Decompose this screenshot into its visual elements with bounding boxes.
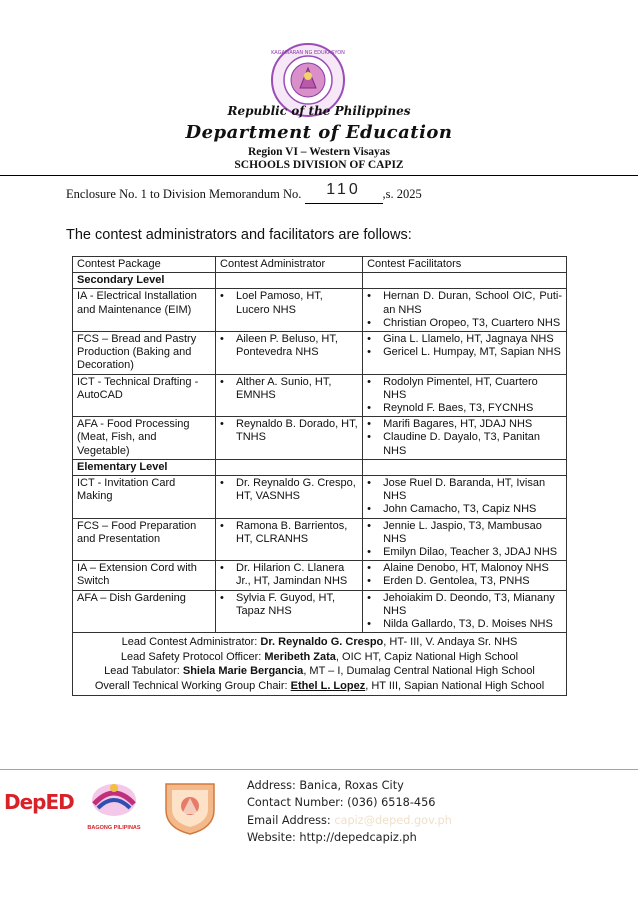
package-cell: AFA - Food Processing (Meat, Fish, and Vegetable) xyxy=(73,417,216,460)
section-row-elementary xyxy=(73,459,567,475)
admin-cell: • Sylvia F. Guyod, HT, Tapaz NHS xyxy=(216,590,363,633)
table-header-row xyxy=(73,257,567,273)
memo-number-blank xyxy=(305,181,383,204)
lead-line: Lead Safety Protocol Officer: Meribeth Zata, OIC HT, Capiz National High School xyxy=(120,650,519,663)
contact-number-line: Contact Number: (036) 6518-456 xyxy=(247,796,436,810)
lead-line: Overall Technical Working Group Chair: Ethel L. Lopez, HT III, Sapian National High School xyxy=(94,679,545,692)
enclosure-line xyxy=(66,181,422,204)
admin-cell: • Alther A. Sunio, HT, EMNHS xyxy=(216,374,363,417)
division-seal xyxy=(160,776,220,836)
table-row xyxy=(73,561,567,590)
leads-cell xyxy=(73,633,567,696)
region-heading: Region VI – Western Visayas xyxy=(247,146,391,158)
table-row xyxy=(73,374,567,417)
table-row xyxy=(73,518,567,561)
col-header-facilitators: Contest Facilitators xyxy=(363,257,567,273)
package-cell: FCS – Bread and Pastry Production (Baking and Decoration) xyxy=(73,332,216,375)
email-line: Email Address: capiz@deped.gov.ph xyxy=(247,813,452,827)
division-heading: SCHOOLS DIVISION OF CAPIZ xyxy=(234,159,404,171)
facilitators-cell: • Rodolyn Pimentel, HT, Cuartero NHS • Reynold F. Baes, T3, FYCNHS xyxy=(363,374,567,417)
enclosure-prefix: Enclosure No. 1 to Division Memorandum No. xyxy=(66,187,302,201)
facilitators-cell: • Jennie L. Jaspio, T3, Mambusao NHS • Emilyn Dilao, Teacher 3, JDAJ NHS xyxy=(363,518,567,561)
facilitators-cell: • Jose Ruel D. Baranda, HT, Ivisan NHS • John Camacho, T3, Capiz NHS xyxy=(363,476,567,519)
admin-cell: • Ramona B. Barrientos, HT, CLRANHS xyxy=(216,518,363,561)
section-label: Secondary Level xyxy=(73,273,216,289)
facilitators-cell: • Jehoiakim D. Deondo, T3, Mianany NHS • Nilda Gallardo, T3, D. Moises NHS xyxy=(363,590,567,633)
deped-logo: DepED xyxy=(4,790,74,814)
contest-table xyxy=(72,256,567,696)
address-line: Address: Banica, Roxas City xyxy=(247,779,404,792)
facilitators-cell: • Gina L. Llamelo, HT, Jagnaya NHS • Gericel L. Humpay, MT, Sapian NHS xyxy=(363,332,567,375)
col-header-package: Contest Package xyxy=(73,257,216,273)
department-heading: Department of Education xyxy=(185,122,453,143)
admin-cell: • Loel Pamoso, HT, Lucero NHS xyxy=(216,289,363,332)
table-row xyxy=(73,476,567,519)
package-cell: IA – Extension Cord with Switch xyxy=(73,561,216,590)
admin-cell: • Aileen P. Beluso, HT, Pontevedra NHS xyxy=(216,332,363,375)
admin-cell: • Dr. Reynaldo G. Crespo, HT, VASNHS xyxy=(216,476,363,519)
header-rule xyxy=(0,175,638,176)
table-row xyxy=(73,417,567,460)
leads-row xyxy=(73,633,567,696)
admin-cell: • Reynaldo B. Dorado, HT, TNHS xyxy=(216,417,363,460)
bagong-pilipinas-logo: BAGONG PILIPINAS xyxy=(86,778,142,831)
admin-cell: • Dr. Hilarion C. Llanera Jr., HT, Jamindan NHS xyxy=(216,561,363,590)
package-cell: FCS – Food Preparation and Presentation xyxy=(73,518,216,561)
memo-number: 110 xyxy=(326,181,361,198)
facilitators-cell: • Marifi Bagares, HT, JDAJ NHS • Claudine D. Dayalo, T3, Panitan NHS xyxy=(363,417,567,460)
table-row xyxy=(73,590,567,633)
section-label: Elementary Level xyxy=(73,459,216,475)
table-row xyxy=(73,332,567,375)
table-row xyxy=(73,289,567,332)
facilitators-cell: • Alaine Denobo, HT, Malonoy NHS • Erden D. Gentolea, T3, PNHS xyxy=(363,561,567,590)
intro-text: The contest administrators and facilitators are follows: xyxy=(66,227,412,243)
col-header-admin: Contest Administrator xyxy=(216,257,363,273)
package-cell: IA - Electrical Installation and Maintenance (EIM) xyxy=(73,289,216,332)
enclosure-suffix: ,s. 2025 xyxy=(382,187,422,201)
facilitators-cell: • Hernan D. Duran, School OIC, Puti-an NHS • Christian Oropeo, T3, Cuartero NHS xyxy=(363,289,567,332)
republic-heading: Republic of the Philippines xyxy=(227,104,411,118)
package-cell: AFA – Dish Gardening xyxy=(73,590,216,633)
website-line[interactable]: Website: http://depedcapiz.ph xyxy=(247,831,417,845)
contact-block xyxy=(247,777,452,847)
package-cell: ICT - Technical Drafting - AutoCAD xyxy=(73,374,216,417)
email-link[interactable]: capiz@deped.gov.ph xyxy=(334,813,452,827)
lead-line: Lead Tabulator: Shiela Marie Bergancia, MT – I, Dumalag Central National High School xyxy=(104,665,535,678)
svg-text:KAGAWARAN NG EDUKASYON: KAGAWARAN NG EDUKASYON xyxy=(271,50,345,56)
package-cell: ICT - Invitation Card Making xyxy=(73,476,216,519)
footer-rule xyxy=(0,769,638,770)
section-row-secondary xyxy=(73,273,567,289)
lead-line: Lead Contest Administrator: Dr. Reynaldo G. Crespo, HT- III, V. Andaya Sr. NHS xyxy=(121,636,518,649)
